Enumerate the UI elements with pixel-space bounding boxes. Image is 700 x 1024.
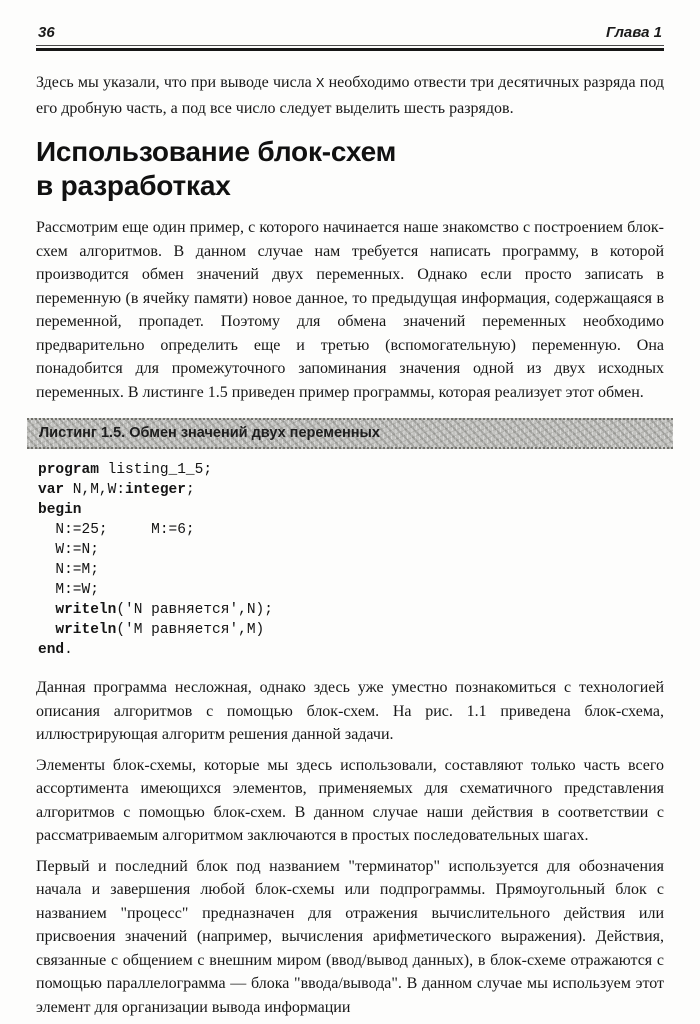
code-block [38, 460, 664, 660]
code-line: W:=N; [38, 542, 99, 558]
section-heading-line2: в разработках [36, 170, 231, 201]
code-line: begin [38, 502, 82, 518]
listing-caption: Листинг 1.5. Обмен значений двух переменных [27, 418, 673, 449]
code-line: end. [38, 642, 73, 658]
intro-text-pre: Здесь мы указали, что при выводе числа [36, 74, 316, 91]
code-line: writeln('N равняется',N); [55, 602, 273, 618]
code-line: N:=M; [38, 562, 99, 578]
page-number: 36 [38, 24, 55, 41]
paragraph-after-code-2: Элементы блок-схемы, которые мы здесь использовали, составляют только часть всего ассортимента имеющихся элементов, применяемых для схематичного представления алгоритмов с помощью блок-схем. В данном случае наши действия в соответствии с рассматриваемым алгоритмом заключаются в простых последовательных шагах. [36, 756, 664, 844]
inline-variable-x: X [315, 76, 325, 92]
section-heading-line1: Использование блок-схем [36, 136, 397, 167]
header-rule [36, 45, 664, 51]
running-header [36, 24, 664, 45]
paragraph-after-code-3: Первый и последний блок под названием "терминатор" используется для обозначения начала и завершения любой блок-схемы или подпрограммы. Прямоугольный блок с названием "процесс" предназначен для отражения вычислительного действия или присвоения значений (например, вычисления арифметического выражения). Действия, связанные с общением с внешним миром (ввод/вывод данных), в блок-схеме отражаются с помощью параллелограмма — блока "ввода/вывода". В данном случае мы используем этот элемент для организации вывода информации [36, 857, 664, 1016]
intro-text-post: необходимо отвести три десятичных разряда под его дробную часть, а под все число следует выделить шесть разрядов. [36, 74, 664, 117]
section-heading [36, 135, 664, 203]
code-line: N:=25; M:=6; [38, 522, 195, 538]
code-line: program listing_1_5; [38, 462, 213, 478]
code-line: M:=W; [38, 582, 99, 598]
code-line: var N,M,W:integer; [38, 482, 195, 498]
code-line: writeln('M равняется',M) [55, 622, 265, 638]
chapter-label: Глава 1 [605, 24, 662, 41]
paragraph-after-code-1: Данная программа несложная, однако здесь уже уместно познакомиться с технологией описания алгоритмов с помощью блок-схем. На рис. 1.1 приведена блок-схема, иллюстрирующая алгоритм решения данной задачи. [36, 679, 664, 743]
paragraph-intro [36, 71, 664, 120]
paragraph-before-listing: Рассмотрим еще один пример, с которого начинается наше знакомство с построением блок-схем алгоритмов. В данном случае нам требуется написать программу, в которой производится обмен значений двух переменных. Однако если просто записать в переменную (в ячейку памяти) новое данное, то предыдущая информация, содержащаяся в переменной, пропадет. Поэтому для обмена значений переменных необходимо предварительно определить еще и третью (вспомогательную) переменную. Она понадобится для промежуточного запоминания значения одной из двух исходных переменных. В листинге 1.5 приведен пример программы, которая реализует этот обмен. [36, 219, 664, 401]
